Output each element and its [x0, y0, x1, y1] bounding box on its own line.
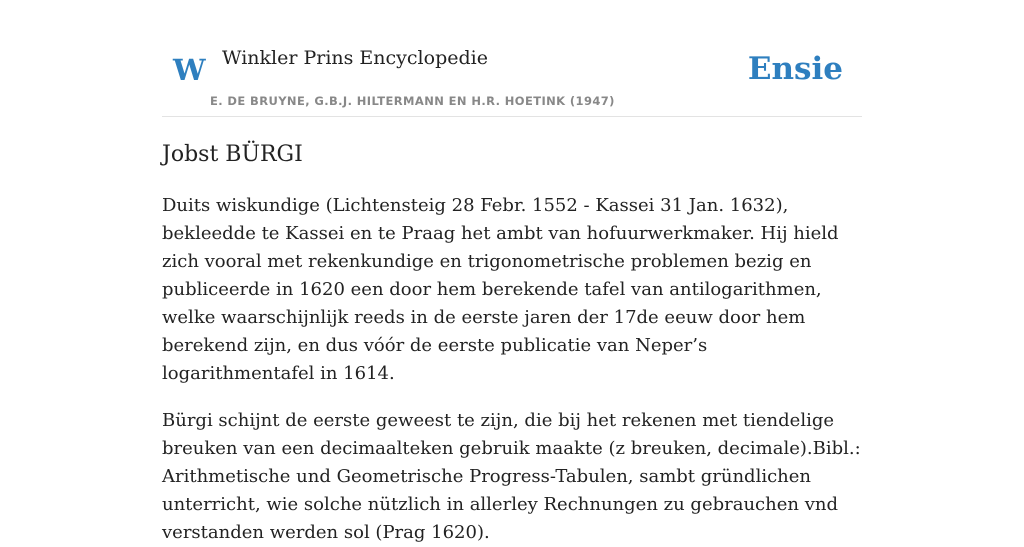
site-logo-link[interactable]: Ensie [747, 51, 843, 87]
article-paragraph: Duits wiskundige (Lichtensteig 28 Febr. 1552 - Kassei 31 Jan. 1632), bekleedde te Kassei en te Praag het ambt van hofuurwerkmaker. Hij hield zich vooral met rekenkundige en trigonometrische problemen bezig en publiceerde in 1620 een door hem berekende tafel van antilogarithmen, welke waarschijnlijk reeds in de eerste jaren der 17de eeuw door hem berekend zijn, en dus vóór de eerste publicatie van Neper’s logarithmentafel in 1614. [162, 195, 839, 384]
encyclopedia-logo-icon[interactable]: W [173, 53, 206, 87]
article [162, 138, 862, 547]
article-title: Jobst BÜRGI [162, 142, 303, 167]
header [162, 0, 862, 117]
work-title-link[interactable]: Winkler Prins Encyclopedie [222, 47, 488, 69]
work-authors: E. DE BRUYNE, G.B.J. HILTERMANN EN H.R. HOETINK (1947) [210, 94, 615, 108]
article-paragraph: Bürgi schijnt de eerste geweest te zijn, die bij het rekenen met tiendelige breuken van een decimaalteken gebruik maakte (z breuken, decimale).Bibl.: Arithmetische und Geometrische Progress-Tabulen, sambt gründlichen unterricht, wie solche nützlich in allerley Rechnungen zu gebrauchen vnd verstanden werden sol (Prag 1620). [162, 410, 861, 543]
